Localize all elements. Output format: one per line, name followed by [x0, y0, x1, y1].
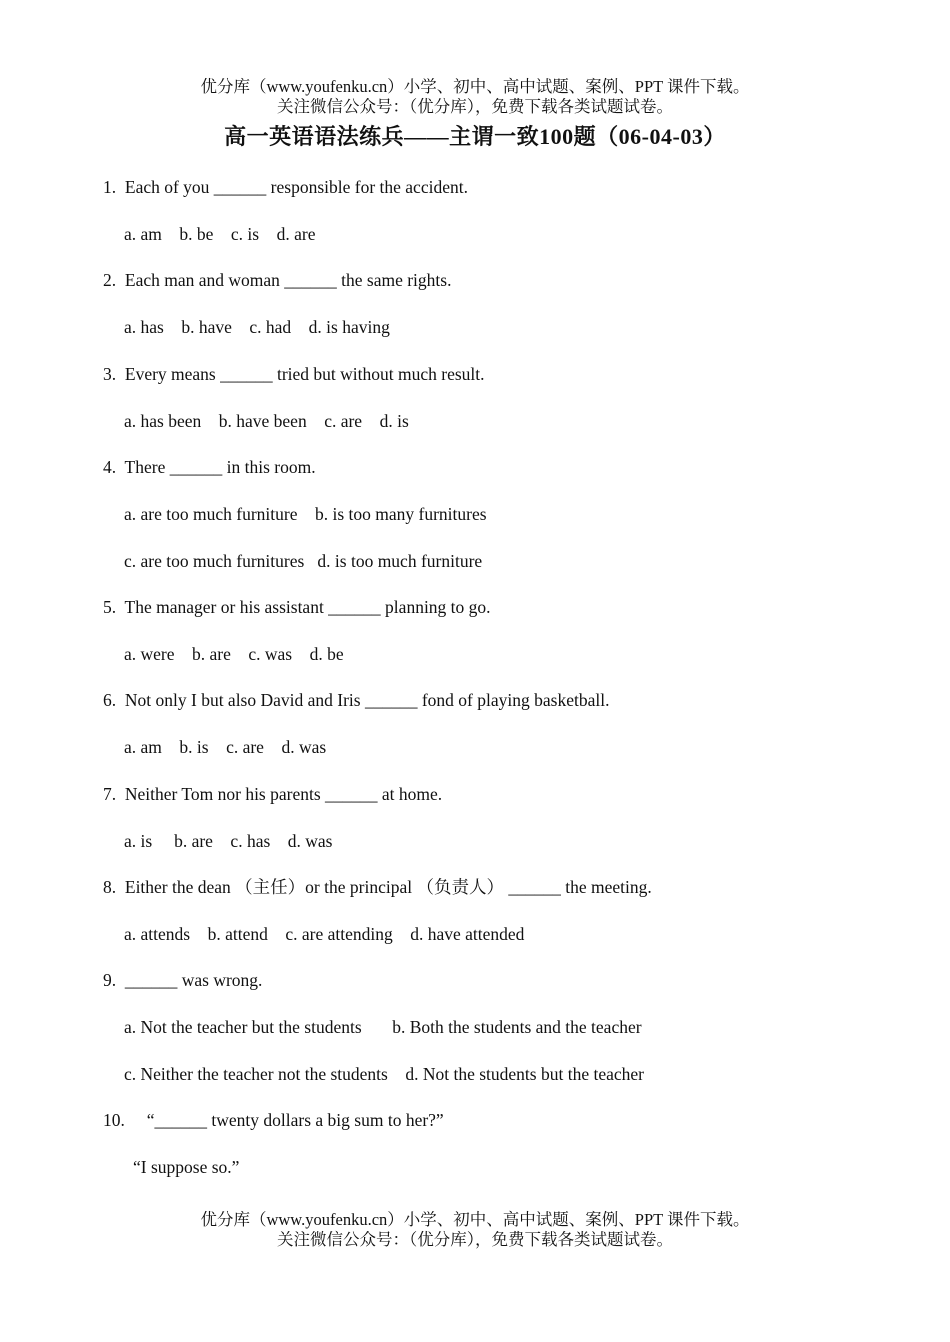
question-4-options-line-1: a. are too much furniture b. is too many furnitures	[124, 504, 487, 524]
question-9-options-line-1: a. Not the teacher but the students b. Both the students and the teacher	[124, 1017, 642, 1037]
question-3-options: a. has been b. have been c. are d. is	[124, 411, 409, 431]
question-4: 4. There ______ in this room.	[103, 457, 316, 477]
question-8-options: a. attends b. attend c. are attending d. have attended	[124, 924, 525, 944]
question-2-options: a. has b. have c. had d. is having	[124, 317, 390, 337]
question-2: 2. Each man and woman ______ the same rights.	[103, 270, 452, 290]
document-title: 高一英语语法练兵——主谓一致100题（06-04-03）	[224, 124, 726, 149]
question-7-options: a. is b. are c. has d. was	[124, 831, 333, 851]
question-5: 5. The manager or his assistant ______ planning to go.	[103, 597, 491, 617]
question-10: 10. “______ twenty dollars a big sum to her?”	[103, 1110, 444, 1130]
question-1-options: a. am b. be c. is d. are	[124, 224, 316, 244]
question-10-reply: “I suppose so.”	[133, 1157, 240, 1177]
question-6: 6. Not only I but also David and Iris ______ fond of playing basketball.	[103, 690, 610, 710]
page-footer	[0, 1210, 950, 1250]
footer-line-2: 关注微信公众号：（优分库），免费下载各类试题试卷。	[277, 1230, 673, 1249]
question-7: 7. Neither Tom nor his parents ______ at home.	[103, 784, 443, 804]
question-1: 1. Each of you ______ responsible for the accident.	[103, 177, 468, 197]
question-9: 9. ______ was wrong.	[103, 970, 263, 990]
question-4-options-line-2: c. are too much furnitures d. is too much furniture	[124, 551, 483, 571]
header-line-1: 优分库（www.youfenku.cn）小学、初中、高中试题、案例、PPT 课件下载。	[200, 77, 750, 96]
question-8: 8. Either the dean （主任）or the principal （负责人） ______ the meeting.	[103, 877, 652, 897]
page-header	[0, 77, 950, 117]
question-9-options-line-2: c. Neither the teacher not the students d. Not the students but the teacher	[124, 1064, 644, 1084]
question-3: 3. Every means ______ tried but without much result.	[103, 364, 485, 384]
question-6-options: a. am b. is c. are d. was	[124, 737, 327, 757]
question-5-options: a. were b. are c. was d. be	[124, 644, 344, 664]
footer-line-1: 优分库（www.youfenku.cn）小学、初中、高中试题、案例、PPT 课件下载。	[200, 1210, 750, 1229]
header-line-2: 关注微信公众号：（优分库），免费下载各类试题试卷。	[277, 97, 673, 116]
